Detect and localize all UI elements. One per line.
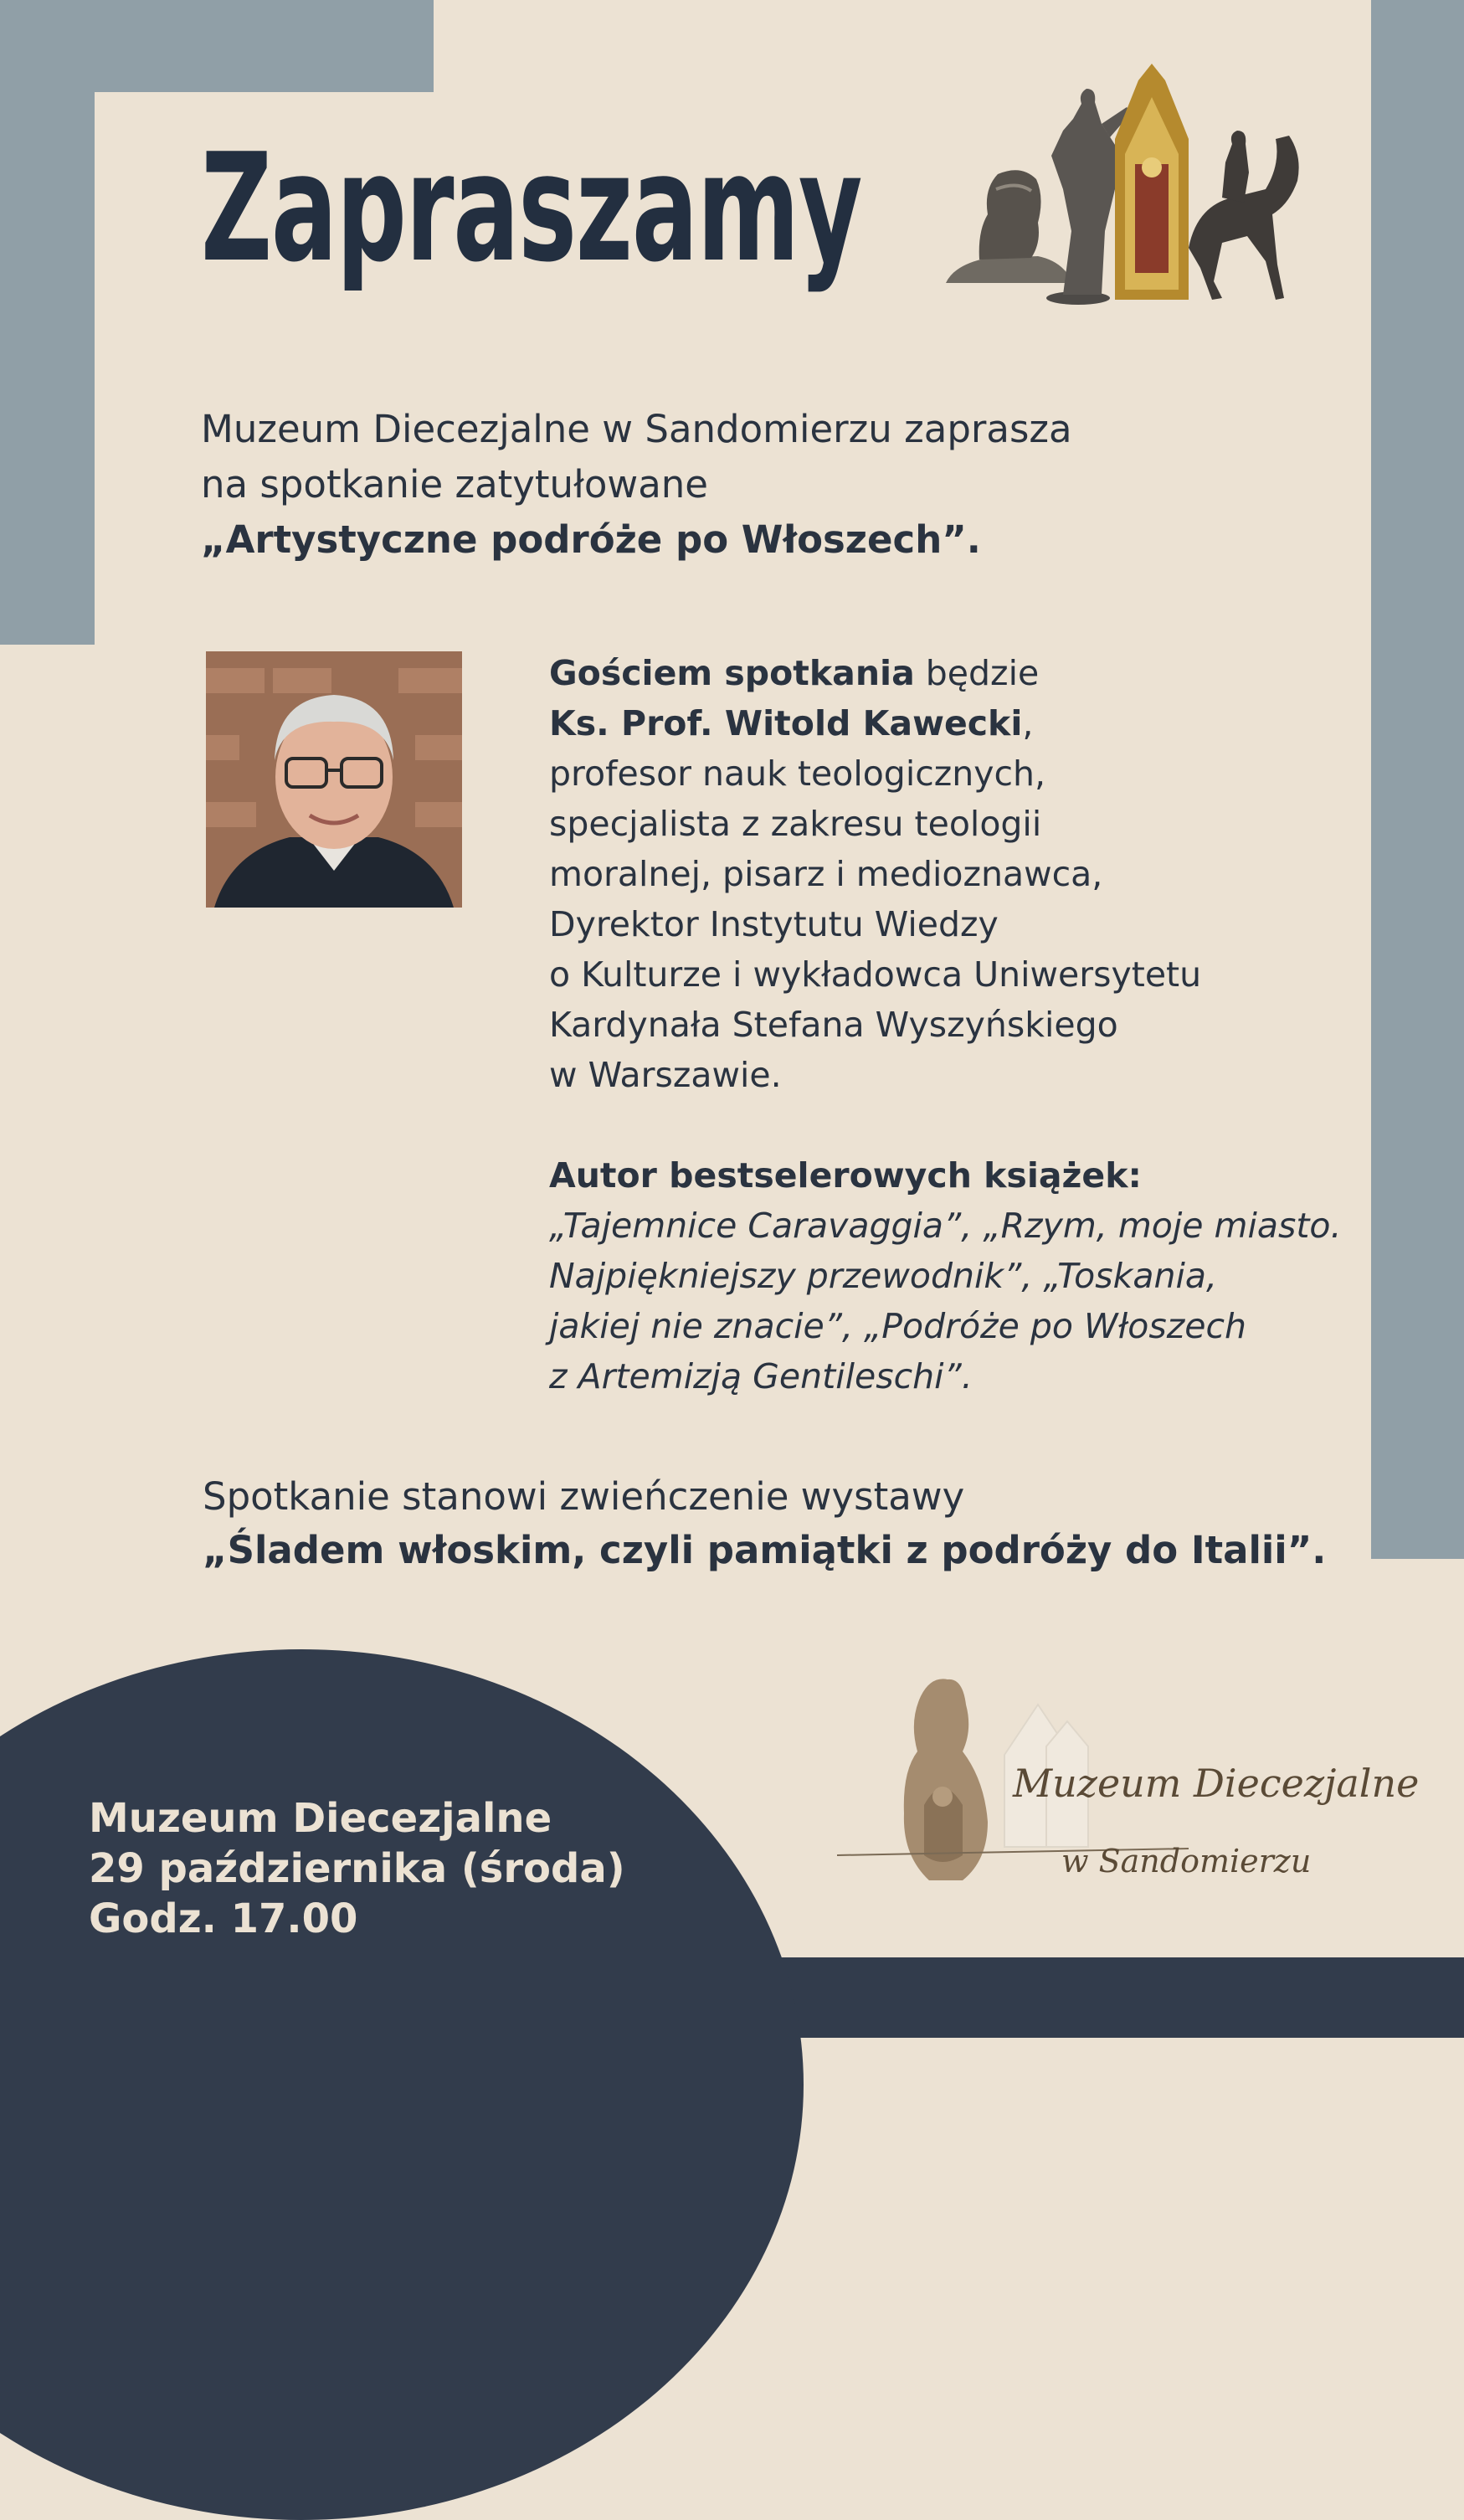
logo-line-1: Muzeum Diecezjalne bbox=[1013, 1761, 1420, 1806]
event-venue: Muzeum Diecezjalne bbox=[89, 1795, 552, 1842]
equestrian-statue-icon bbox=[1189, 131, 1299, 300]
logo-line-2: w Sandomierzu bbox=[1061, 1843, 1312, 1880]
speaker-portrait-image bbox=[206, 651, 462, 908]
books-heading: Autor bestselerowych książek: bbox=[549, 1155, 1142, 1196]
right-gray-bar bbox=[1371, 0, 1464, 1559]
exhibition-title: „Śladem włoskim, czyli pamiątki z podróży do Italii”. bbox=[203, 1528, 1327, 1572]
madonna-relief-icon bbox=[904, 1679, 988, 1880]
speaker-bio bbox=[549, 648, 1342, 1401]
speaker-name: Ks. Prof. Witold Kawecki bbox=[549, 703, 1023, 743]
event-info-disc bbox=[0, 1649, 804, 2520]
book-line: z Artemizją Gentileschi”. bbox=[549, 1356, 973, 1396]
book-line: „Tajemnice Caravaggia”, „Rzym, moje miasto. bbox=[549, 1206, 1342, 1246]
event-date: 29 października (środa) bbox=[89, 1845, 625, 1892]
dante-bust-icon bbox=[946, 170, 1073, 283]
intro-line-2: na spotkanie zatytułowane bbox=[201, 462, 708, 507]
guest-line bbox=[549, 648, 1342, 698]
event-time: Godz. 17.00 bbox=[89, 1895, 358, 1942]
italian-art-collage-image bbox=[937, 64, 1306, 306]
left-gray-bar bbox=[0, 0, 95, 645]
bio-line: moralnej, pisarz i medioznawca, bbox=[549, 854, 1103, 894]
speaker-name-line bbox=[549, 698, 1342, 748]
closing-line-1: Spotkanie stanowi zwieńczenie wystawy bbox=[203, 1474, 965, 1519]
bio-line: Kardynała Stefana Wyszyńskiego bbox=[549, 1005, 1118, 1045]
bio-line: o Kulturze i wykładowca Uniwersytetu bbox=[549, 954, 1202, 995]
intro-paragraph bbox=[201, 402, 1072, 568]
gothic-altarpiece-icon bbox=[1115, 64, 1189, 300]
bio-line: specjalista z zakresu teologii bbox=[549, 804, 1042, 844]
intro-line-1: Muzeum Diecezjalne w Sandomierzu zaprasza bbox=[201, 407, 1072, 451]
bio-line: w Warszawie. bbox=[549, 1055, 782, 1095]
speaker-name-comma: , bbox=[1022, 703, 1034, 743]
book-line: Najpiękniejszy przewodnik”, „Toskania, bbox=[549, 1256, 1217, 1296]
bio-line: profesor nauk teologicznych, bbox=[549, 753, 1046, 794]
guest-label: Gościem spotkania bbox=[549, 653, 915, 693]
museum-logo bbox=[837, 1671, 1420, 1889]
bio-line: Dyrektor Instytutu Wiedzy bbox=[549, 904, 999, 944]
closing-paragraph bbox=[203, 1470, 1326, 1577]
book-line: jakiej nie znacie”, „Podróże po Włoszech bbox=[549, 1306, 1246, 1346]
event-details bbox=[89, 1793, 625, 1944]
page-title: Zapraszamy bbox=[201, 121, 862, 295]
meeting-title: „Artystyczne podróże po Włoszech”. bbox=[201, 517, 981, 562]
guest-label-rest: będzie bbox=[914, 653, 1040, 693]
